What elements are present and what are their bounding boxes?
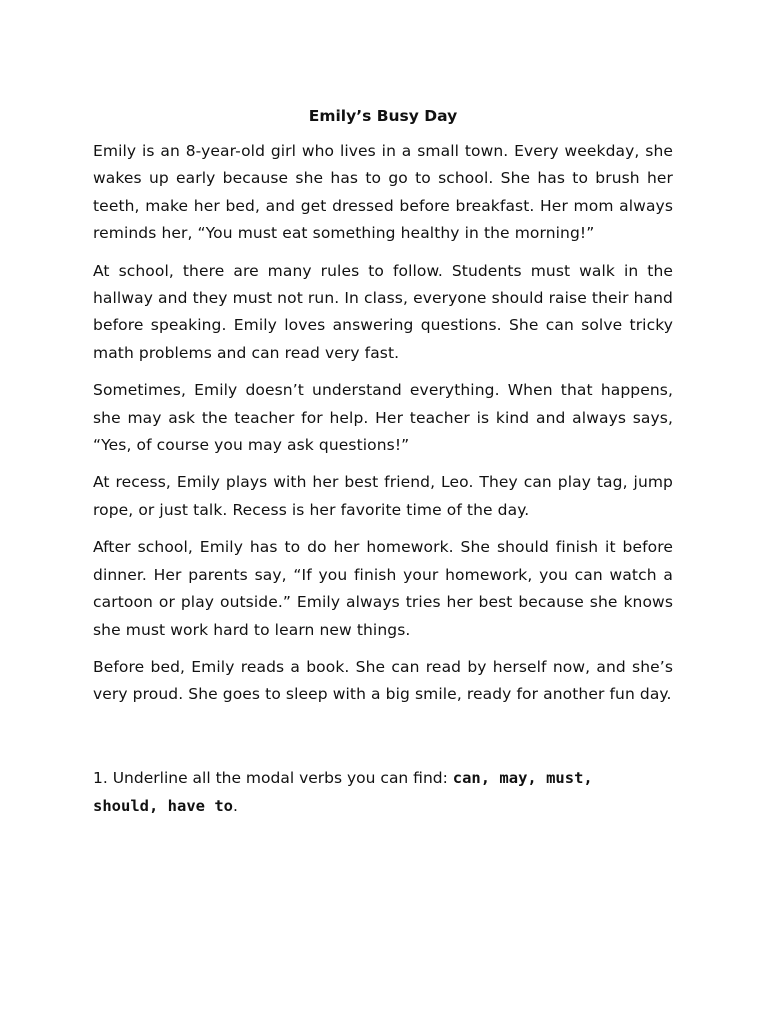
exercise-question [93,764,633,820]
paragraph-homework: After school, Emily has to do her homework. She should finish it before dinner. Her parents say, “If you finish your homework, you can watch a cartoon or play outside.” Emily always tries her best because she knows she must work hard to learn new things. [93,538,673,639]
modal-verbs-list: can, may, must, should, have to [93,768,593,815]
paragraph-asking-help: Sometimes, Emily doesn’t understand everything. When that happens, she may ask the teacher for help. Her teacher is kind and always says, “Yes, of course you may ask questions!” [93,381,673,455]
question-end: . [232,796,238,815]
paragraph-recess: At recess, Emily plays with her best friend, Leo. They can play tag, jump rope, or just talk. Recess is her favorite time of the day. [93,473,673,519]
paragraph-morning: Emily is an 8-year-old girl who lives in a small town. Every weekday, she wakes up early because she has to go to school. She has to brush her teeth, make her bed, and get dressed before breakfast. Her mom always reminds her, “You must eat something healthy in the morning!” [93,142,673,243]
paragraph-bedtime: Before bed, Emily reads a book. She can read by herself now, and she’s very proud. She goes to sleep with a big smile, ready for another fun day. [93,657,673,704]
page-title: Emily’s Busy Day [308,107,458,125]
worksheet-page [93,104,673,820]
paragraph-school-rules: At school, there are many rules to follow. Students must walk in the hallway and they must not run. In class, everyone should raise their hand before speaking. Emily loves answering questions. She can solve tricky math problems and can read very fast. [93,261,673,362]
question-prompt: 1. Underline all the modal verbs you can find: [93,768,453,787]
